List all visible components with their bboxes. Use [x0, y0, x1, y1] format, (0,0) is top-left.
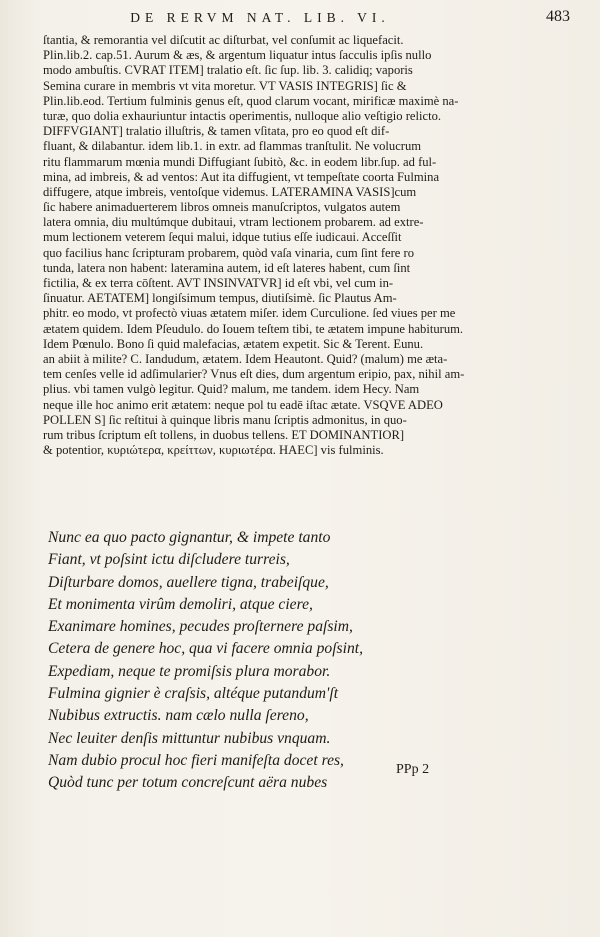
verse-line: Cetera de genere hoc, qua vi facere omnia poſsint, [48, 640, 363, 658]
page-number: 483 [546, 8, 570, 25]
prose-line: neque ille hoc animo erit ætatem: neque pol tu eadē iſtac ætate. VSQVE ADEO [43, 397, 443, 412]
verse-line: Fiant, vt poſsint ictu diſcludere turreis, [48, 551, 290, 569]
prose-line: an abiit à milite? C. Iandudum, ætatem. Idem Heautont. Quid? (malum) me æta- [43, 351, 448, 366]
verse-line: Diſturbare domos, auellere tigna, trabeiſque, [48, 573, 329, 591]
prose-line: tem cenſes velle id adſimularier? Vnus eſt dies, dum argentum eripio, pax, nihil am- [43, 367, 465, 382]
prose-line: ſinuatur. AETATEM] longiſsimum tempus, diutiſsimè. ſic Plautus Am- [43, 291, 397, 306]
verse-line: Nubibus extructis. nam cælo nulla ſereno, [48, 707, 309, 725]
verse-line: Et monimenta virûm demoliri, atque ciere, [48, 595, 313, 613]
prose-line: ſic habere animaduerterem libros omneis manuſcriptos, vulgatos autem [43, 200, 401, 215]
prose-line: POLLEN S] ſic reſtitui à quinque libris manu ſcriptis admonitus, in quo- [43, 412, 407, 427]
prose-line: DIFFVGIANT] tralatio illuſtris, & tamen vſitata, pro eo quod eſt dif- [43, 124, 390, 139]
verse-line: Fulmina gignier è craſsis, altéque putandum'ſt [48, 685, 339, 703]
prose-line: Plin.lib.2. cap.51. Aurum & æs, & argentum liquatur intus ſacculis ipſis nullo [43, 48, 432, 63]
signature-mark: PPp 2 [396, 762, 430, 777]
prose-line: Idem Pœnulo. Bono ſi quid malefacias, ætatem expetit. Sic & Terent. Eunu. [43, 336, 424, 351]
prose-line: Semina curare in membris vt vita moretur. VT VASIS INTEGRIS] ſic & [43, 78, 407, 93]
prose-line: phitr. eo modo, vt profectò viuas ætatem miſer. idem Curculione. ſed viues per me [43, 306, 456, 321]
prose-line: fluant, & dilabantur. idem lib.1. in extr. ad flammas tranſtulit. Ne volucrum [43, 139, 422, 154]
prose-line: tunda, latera non habent: lateramina autem, id eſt lateres habent, cum ſint [43, 260, 411, 275]
prose-line: Plin.lib.eod. Tertium fulminis genus eſt, quod clarum vocant, mirificæ maximè na- [43, 93, 459, 108]
verse-line: Expediam, neque te promiſsis plura morabor. [48, 662, 331, 680]
prose-line: modo ambuſtis. CVRAT ITEM] tralatio eſt. ſic ſup. lib. 3. calidiq; vaporis [43, 63, 413, 78]
prose-line: fictilia, & ex terra cōſtent. AVT INSINVATVR] id eſt vbi, vel cum in- [43, 276, 394, 290]
prose-line: mina, ad imbreis, & ad ventos: Aut ita diffugient, vt tempeſtate coorta Fulmina [43, 169, 440, 184]
verse-line: Nec leuiter denſis mittuntur nubibus vnquam. [48, 729, 331, 747]
prose-line: mum lectionem veterem ſequi malui, idque tutius eſſe iudicaui. Acceſſit [43, 230, 402, 245]
prose-line: rum tribus ſcriptum eſt tollens, in duobus tellens. ET DOMINANTIOR] [43, 427, 405, 442]
verse-line: Nam dubio procul hoc fieri manifeſta docet res, [48, 751, 344, 769]
commentary-text [43, 33, 555, 458]
prose-line: & potentior, κυριώτερα, κρείττων, κυριωτέρα. HAEC] vis fulminis. [43, 443, 384, 458]
prose-line: latera omnia, diu multúmque dubitaui, vtram lectionem probarem. ad extre- [43, 215, 424, 230]
prose-line: ritu flammarum mœnia mundi Diffugiant ſubitò, &c. in eodem libr.ſup. ad ful- [43, 154, 437, 169]
verse-line: Exanimare homines, pecudes proſternere paſsim, [48, 618, 353, 636]
prose-line: quo facilius hanc ſcripturam probarem, quòd vaſa vinaria, cum ſint fere ro [43, 245, 415, 260]
verse-line: Nunc ea quo pacto gignantur, & impete tanto [48, 529, 331, 546]
prose-line: diffugere, atque imbreis, ventoſque videmus. LATERAMINA VASIS]cum [43, 184, 417, 199]
prose-line: ætatem quidem. Idem Pſeudulo. do Iouem teſtem tibi, te ætatem impune habiturum. [43, 321, 464, 336]
prose-line: ſtantia, & remorantia vel diſcutit ac diſturbat, vel conſumit ac liquefacit. [43, 33, 404, 47]
prose-line: turæ, quo dolia exhauriuntur intactis operimentis, nulloque alio veſtigio relicto. [43, 108, 442, 123]
running-title: DE RERVM NAT. LIB. VI. [130, 10, 390, 25]
verse-line: Quòd tunc per totum concreſcunt aëra nubes [48, 774, 328, 792]
prose-line: plius. vbi tamen vulgò legitur. Quid? malum, me tandem. idem Hecy. Nam [43, 382, 420, 397]
poem-verse [48, 527, 468, 795]
